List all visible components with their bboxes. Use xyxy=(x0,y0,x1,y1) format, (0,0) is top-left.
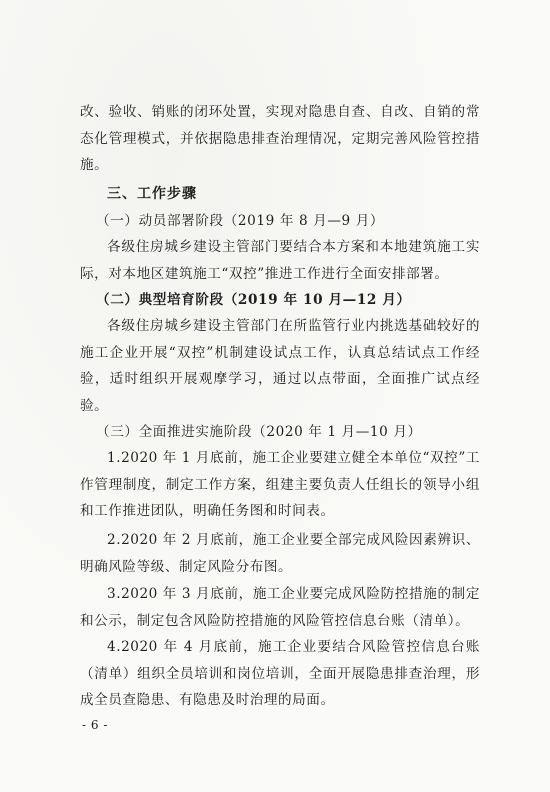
phase3-item-1: 1.2020 年 1 月底前，施工企业要建立健全本单位“双控”工作管理制度，制定工作方案，组建主要负责人任组长的领导小组和工作推进团队，明确任务图和时间表。 xyxy=(80,450,480,519)
phase3-item-4: 4.2020 年 4 月底前，施工企业要结合风险管控信息台账（清单）组织全员培训和岗位培训，全面开展隐患排查治理，形成全员查隐患、有隐患及时治理的局面。 xyxy=(80,639,480,708)
phase3-item-3: 3.2020 年 3 月底前，施工企业要完成风险防控措施的制定和公示，制定包含风险防控措施的风险管控信息台账（清单）。 xyxy=(80,586,480,629)
continuation-paragraph: 改、验收、销账的闭环处置，实现对隐患自查、自改、自销的常态化管理模式，并依据隐患排查治理情况，定期完善风险管控措施。 xyxy=(80,104,480,173)
phase1-heading: （一）动员部署阶段（2019 年 8 月—9 月） xyxy=(96,213,385,229)
phase2-body: 各级住房城乡建设主管部门在所监管行业内挑选基础较好的施工企业开展“双控”机制建设试点工作，认真总结试点工作经验，适时组织开展观摩学习，通过以点带面，全面推广试点经验。 xyxy=(80,318,480,414)
phase2-heading: （二）典型培育阶段（2019 年 10 月—12 月） xyxy=(96,292,411,308)
phase1-body: 各级住房城乡建设主管部门要结合本方案和本地建筑施工实际，对本地区建筑施工“双控”推进工作进行全面安排部署。 xyxy=(80,239,480,282)
page-number: - 6 - xyxy=(82,718,108,732)
phase3-item-2: 2.2020 年 2 月底前，施工企业要全部完成风险因素辨识、明确风险等级、制定风险分布图。 xyxy=(80,532,480,575)
section-heading-work-steps: 三、工作步骤 xyxy=(107,186,197,202)
phase3-heading: （三）全面推进实施阶段（2020 年 1 月—10 月） xyxy=(96,424,422,440)
